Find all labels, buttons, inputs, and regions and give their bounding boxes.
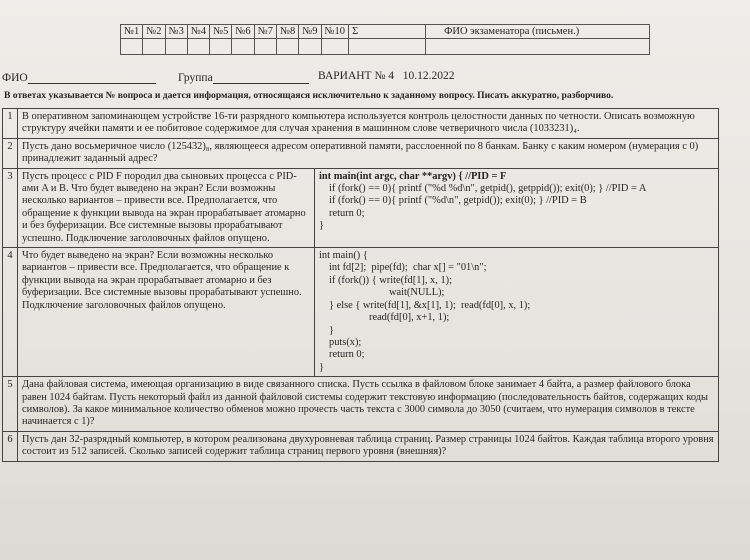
task-text: Что будет выведено на экран? Если возможны несколько вариантов – привести все. Предполагается, что обращение к функции вывода на экран прорабатывает атомарно и без буферизации. Все системные вызовы прорабатывают успешно. Подключение заголовочных файлов опущено.	[18, 248, 315, 377]
code-line: int main(int argc, char **argv) { //PID = F	[319, 170, 507, 182]
task-row	[3, 168, 719, 247]
instructions: В ответах указывается № вопроса и дается информация, относящаяся исключительно к заданному вопросу. Писать аккуратно, разборчиво.	[4, 90, 614, 101]
score-cell[interactable]	[276, 39, 298, 55]
code-line: return 0;	[329, 207, 365, 219]
code-line: }	[319, 220, 324, 232]
fio-label: ФИО	[2, 72, 28, 84]
code-line: int fd[2]; pipe(fd); char x[] = "01\n";	[329, 262, 487, 274]
task-row	[3, 248, 719, 377]
examiner-label: ФИО экзаменатора (письмен.)	[426, 25, 650, 39]
code-line: }	[329, 324, 334, 336]
task-number: 4	[3, 248, 18, 377]
task-row	[3, 138, 719, 168]
task-number: 5	[3, 377, 18, 432]
group-field[interactable]	[178, 72, 309, 84]
task-text: В оперативном запоминающем устройстве 16-ти разрядного компьютера используется контроль целостности данных по четности. Описать возможную структуру ячейки памяти и ее побитовое содержимое для случая хранения в машинном слове четверичного числа (1033231)₄.	[18, 109, 719, 139]
score-cell[interactable]	[321, 39, 349, 55]
score-cell[interactable]	[299, 39, 321, 55]
score-col: №5	[210, 25, 232, 39]
task-number: 3	[3, 168, 18, 247]
score-cell[interactable]	[165, 39, 187, 55]
score-col: №2	[143, 25, 165, 39]
code-line: int main() {	[319, 250, 368, 262]
score-col: №1	[121, 25, 143, 39]
code-block	[315, 168, 719, 247]
code-line: puts(x);	[329, 336, 362, 348]
exam-date: 10.12.2022	[402, 70, 455, 82]
score-col: №8	[276, 25, 298, 39]
fio-field[interactable]	[2, 72, 156, 84]
task-text: Пусть дан 32-разрядный компьютер, в котором реализована двухуровневая таблица страниц. Размер страницы 1024 байтов. Каждая таблица второго уровня состоит из 512 записей. Сколько записей содержит таблица страниц первого уровня (внешняя)?	[18, 431, 719, 461]
score-col: №6	[232, 25, 254, 39]
score-cell[interactable]	[349, 39, 426, 55]
variant-label: ВАРИАНТ № 4	[318, 70, 395, 82]
code-line: if (fork() == 0){ printf ("%d\n", getpid()); exit(0); } //PID = B	[329, 195, 587, 207]
group-label: Группа	[178, 72, 213, 84]
task-row	[3, 431, 719, 461]
score-col-sum: Σ	[349, 25, 426, 39]
score-col: №10	[321, 25, 349, 39]
score-cell[interactable]	[121, 39, 143, 55]
code-line: }	[319, 361, 324, 373]
task-number: 6	[3, 431, 18, 461]
score-col: №9	[299, 25, 321, 39]
code-line: return 0;	[329, 349, 365, 361]
task-text: Пусть процесс с PID F породил два сыновьих процесса с PID-ами A и B. Что будет выведено на экран? Если возможны несколько вариантов – привести все. Предполагается, что обращение к функции вывода на экран прорабатывает атомарно и без буферизации. Все системные вызовы прорабатывают успешно. Подключение заголовочных файлов опущено.	[18, 168, 315, 247]
score-cell[interactable]	[187, 39, 209, 55]
code-line: if (fork()) { write(fd[1], x, 1);	[329, 274, 452, 286]
task-row	[3, 109, 719, 139]
code-line: if (fork() == 0){ printf ("%d %d\n", getpid(), getppid()); exit(0); } //PID = A	[329, 183, 647, 195]
task-text: Дана файловая система, имеющая организацию в виде связанного списка. Пусть ссылка в файловом блоке занимает 4 байта, а размер файлового блока равен 1024 байтам. Пусть некоторый файл из данной файловой системы содержит текстовую информацию (последовательность байтов, содержащих коды символов). За какое минимальное количество обменов можно прочесть часть текста с 3000 символа до 3050 (считаем, что нумерация символов в тексте начинается с 1)?	[18, 377, 719, 432]
score-cell[interactable]	[210, 39, 232, 55]
score-col: №7	[254, 25, 276, 39]
code-line: wait(NULL);	[389, 287, 445, 299]
score-cell[interactable]	[232, 39, 254, 55]
code-block	[315, 248, 719, 377]
task-number: 1	[3, 109, 18, 139]
task-text: Пусть дано восьмеричное число (125432)₈, являющееся адресом оперативной памяти, расслоенной по 8 банкам. Банку с каким номером (нумерация с 0) принадлежит заданный адрес?	[18, 138, 719, 168]
score-cell[interactable]	[254, 39, 276, 55]
task-row	[3, 377, 719, 432]
score-col: №4	[187, 25, 209, 39]
variant-title	[318, 70, 454, 82]
task-number: 2	[3, 138, 18, 168]
score-cell[interactable]	[143, 39, 165, 55]
code-line: read(fd[0], x+1, 1);	[369, 312, 450, 324]
score-col: №3	[165, 25, 187, 39]
tasks-table	[2, 108, 719, 462]
code-line: } else { write(fd[1], &x[1], 1); read(fd[0], x, 1);	[329, 299, 531, 311]
score-table	[120, 24, 650, 55]
examiner-signature-cell[interactable]	[426, 39, 650, 55]
